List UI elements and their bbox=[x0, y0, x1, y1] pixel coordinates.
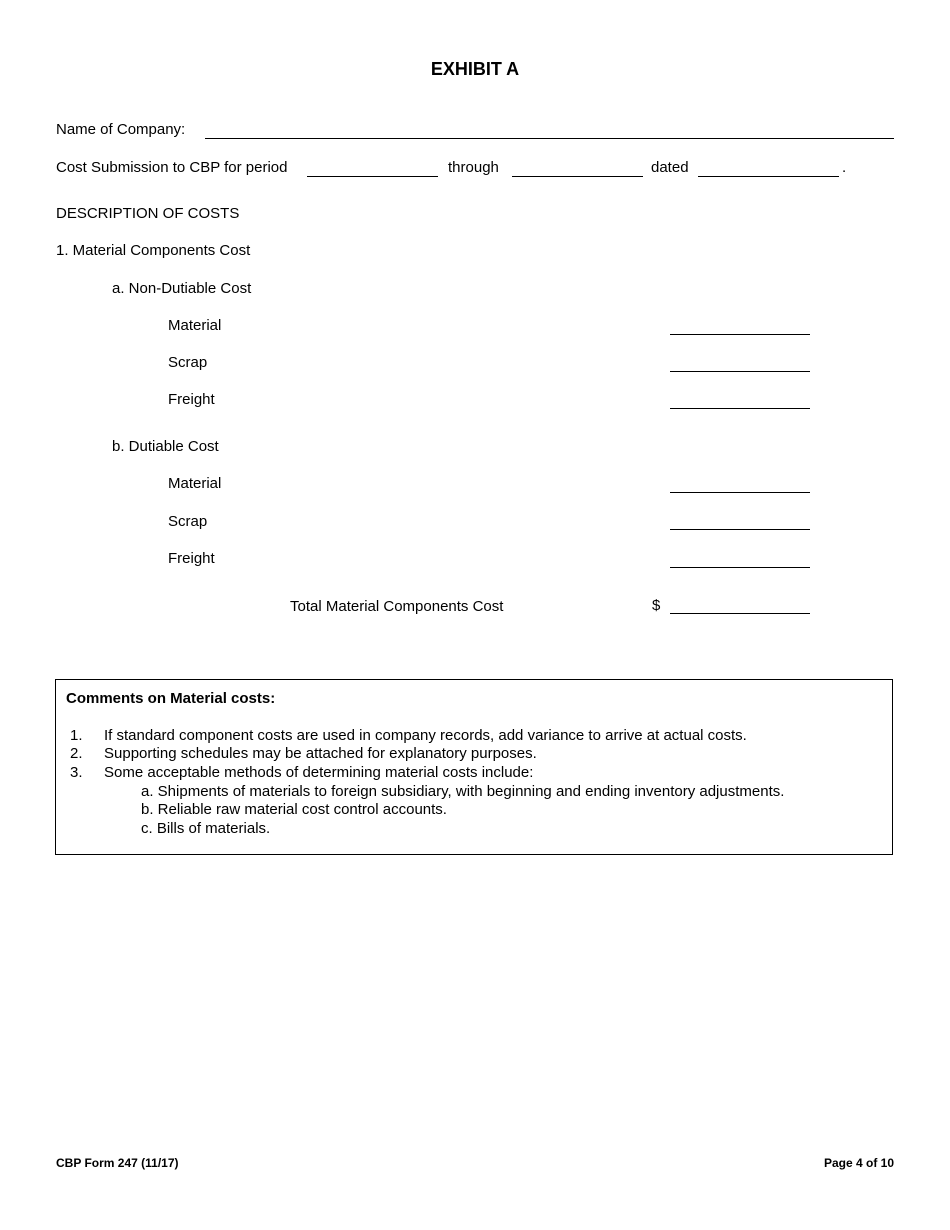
comments-box bbox=[55, 679, 893, 855]
non-dutiable-scrap-field[interactable] bbox=[670, 371, 810, 372]
total-field[interactable] bbox=[670, 613, 810, 614]
dated-field[interactable] bbox=[698, 176, 839, 177]
period-end-field[interactable] bbox=[512, 176, 643, 177]
comment-text: Some acceptable methods of determining material costs include: bbox=[104, 764, 534, 781]
period-end-mark: . bbox=[842, 159, 847, 176]
page-title: EXHIBIT A bbox=[430, 59, 520, 79]
form-id: CBP Form 247 (11/17) bbox=[56, 1156, 179, 1170]
non-dutiable-scrap-label: Scrap bbox=[168, 354, 208, 371]
comment-text: Supporting schedules may be attached for explanatory purposes. bbox=[104, 745, 537, 762]
dutiable-material-field[interactable] bbox=[670, 492, 810, 493]
section-title: DESCRIPTION OF COSTS bbox=[56, 205, 240, 222]
period-label: Cost Submission to CBP for period bbox=[56, 159, 288, 176]
dated-label: dated bbox=[651, 159, 689, 176]
material-components-heading: 1. Material Components Cost bbox=[56, 242, 251, 259]
non-dutiable-material-field[interactable] bbox=[670, 334, 810, 335]
comment-sub-item: b. Reliable raw material cost control accounts. bbox=[141, 801, 447, 818]
non-dutiable-heading: a. Non-Dutiable Cost bbox=[112, 280, 252, 297]
comments-title: Comments on Material costs: bbox=[66, 690, 276, 707]
dutiable-scrap-label: Scrap bbox=[168, 513, 208, 530]
dutiable-freight-label: Freight bbox=[168, 550, 215, 567]
dutiable-material-label: Material bbox=[168, 475, 222, 492]
dutiable-scrap-field[interactable] bbox=[670, 529, 810, 530]
period-start-field[interactable] bbox=[307, 176, 438, 177]
comment-number: 3. bbox=[70, 764, 83, 781]
dutiable-freight-field[interactable] bbox=[670, 567, 810, 568]
company-name-field[interactable] bbox=[205, 138, 894, 139]
company-label: Name of Company: bbox=[56, 121, 186, 138]
comment-text: If standard component costs are used in company records, add variance to arrive at actual costs. bbox=[104, 727, 747, 744]
non-dutiable-material-label: Material bbox=[168, 317, 222, 334]
through-label: through bbox=[448, 159, 499, 176]
comment-number: 2. bbox=[70, 745, 83, 762]
comment-number: 1. bbox=[70, 727, 83, 744]
comment-sub-item: a. Shipments of materials to foreign subsidiary, with beginning and ending inventory adjustments. bbox=[141, 783, 785, 800]
non-dutiable-freight-field[interactable] bbox=[670, 408, 810, 409]
dutiable-heading: b. Dutiable Cost bbox=[112, 438, 219, 455]
currency-symbol: $ bbox=[652, 597, 661, 614]
page-number: Page 4 of 10 bbox=[823, 1156, 894, 1170]
non-dutiable-freight-label: Freight bbox=[168, 391, 215, 408]
comment-sub-item: c. Bills of materials. bbox=[141, 820, 271, 837]
total-label: Total Material Components Cost bbox=[290, 598, 504, 615]
